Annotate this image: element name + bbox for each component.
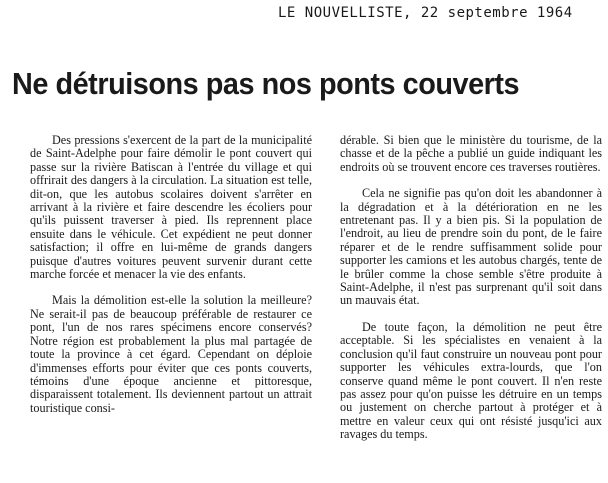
article-paragraph: De toute façon, la démolition ne peut être acceptable. Si les spécialistes en venaient à la conclusion qu'il faut construire un nouveau pont pour supporter les véhicules extra-lourds, que l'on conserve quand même le pont couvert. Il n'en reste pas assez pour qu'on puisse les détruire en un temps ou justement on cherche partout à protéger et à mettre en valeur ceux qui ont résisté jusqu'ici aux ravages du temps. xyxy=(340,319,602,442)
article-title: Ne détruisons pas nos ponts couverts xyxy=(12,66,520,101)
article-paragraph: Mais la démolition est-elle la solution la meilleure? Ne serait-il pas de beaucoup préférable de restaurer ce pont, l'un de nos rares spécimens encore conservés? Notre région est probablement la plus mal partagée de toute la province à cet égard. Cependant on déploie d'immenses efforts pour éviter que ces ponts couverts, témoins d'une époque ancienne et pittoresque, disparaissent totalement. Ils deviennent partout un attrait touristique consi- xyxy=(30,293,312,415)
article-column-left xyxy=(30,134,312,428)
article-paragraph: dérable. Si bien que le ministère du tourisme, de la chasse et de la pêche a publié un guide indiquant les endroits où se trouvent encore ces traverses routières. xyxy=(340,133,602,174)
article-paragraph: Cela ne signifie pas qu'on doit les abandonner à la dégradation et à la détérioration en ne les entretenant pas. Il y a bien pis. Si la population de l'endroit, au lieu de prendre soin du pont, de le faire réparer et de le rendre suffisamment solide pour supporter les camions et les autobus chargés, tente de le brûler comme la chose semble s'être produite à Saint-Adelphe, il n'est pas surprenant qu'il soit dans un mauvais état. xyxy=(340,186,602,308)
article-paragraph: Des pressions s'exercent de la part de la municipalité de Saint-Adelphe pour faire démolir le pont couvert qui passe sur la rivière Batiscan à l'entrée du village et qui offrirait des dangers à la circulation. La situation est telle, dit-on, que les autobus scolaires doivent s'arrêter en arrivant à la rivière et faire descendre les écoliers pour qu'ils puissent traverser à pied. Ils reprennent place ensuite dans le véhicule. Cet expédient ne peut donner satisfaction; il offre en lui-même de grands dangers puisque d'autres voitures peuvent survenir durant cette marche forcée et menacer la vie des enfants. xyxy=(30,133,312,282)
article-column-right xyxy=(340,134,602,455)
newspaper-header: LE NOUVELLISTE, 22 septembre 1964 xyxy=(278,5,573,21)
